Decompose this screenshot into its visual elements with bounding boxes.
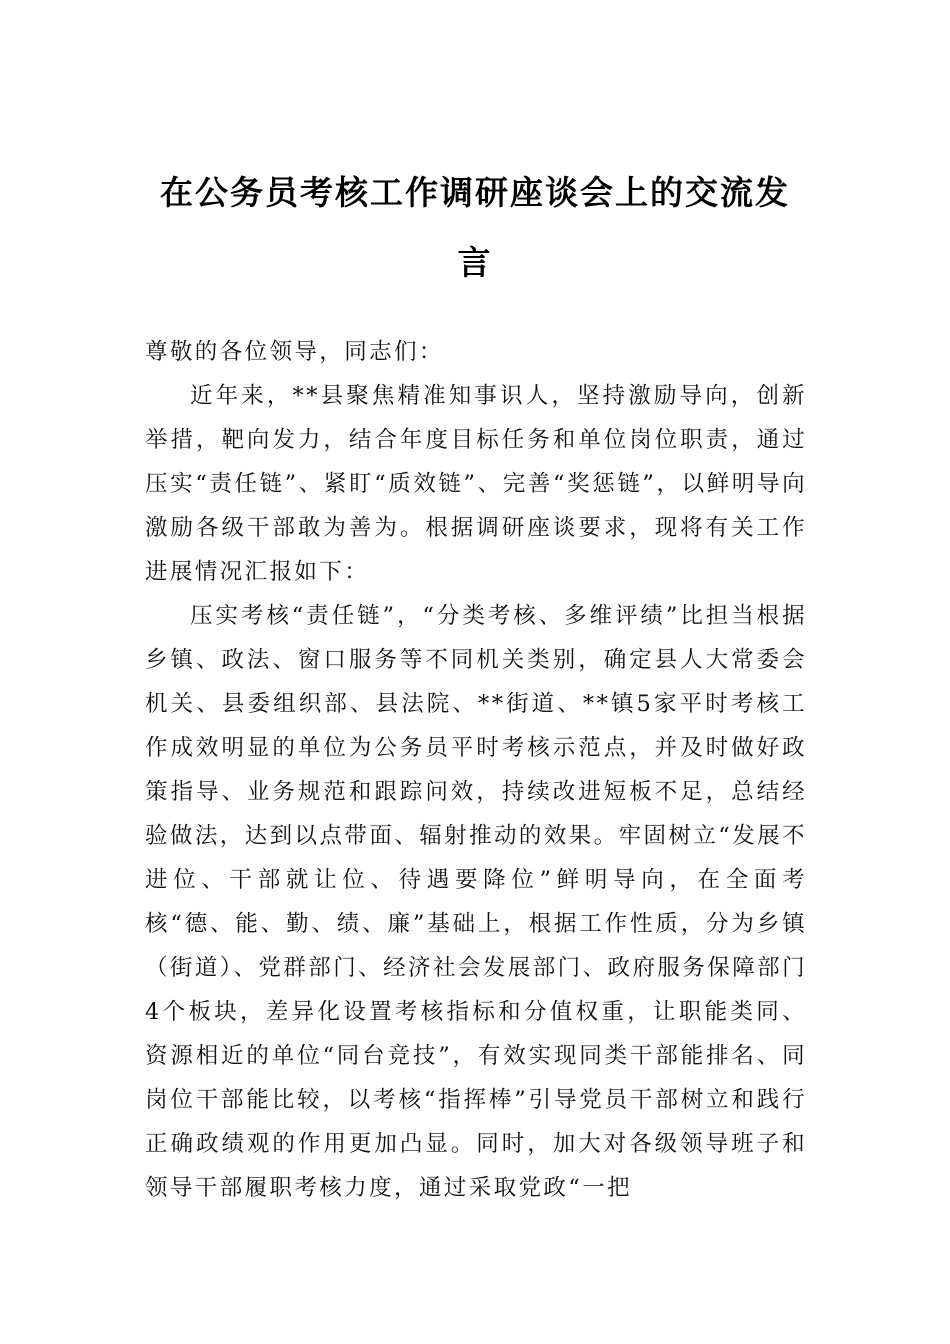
document-title: 在公务员考核工作调研座谈会上的交流发言 xyxy=(160,173,790,282)
salutation: 尊敬的各位领导，同志们： xyxy=(145,339,444,365)
document-body xyxy=(145,330,807,1210)
paragraph-responsibility-chain: 压实考核“责任链”，“分类考核、多维评绩”比担当根据乡镇、政法、窗口服务等不同机关类别，确定县人大常委会机关、县委组织部、县法院、**街道、**镇5家平时考核工作成效明显的单位为公务员平时考核示范点，并及时做好政策指导、业务规范和跟踪问效，持续改进短板不足，总结经验做法，达到以点带面、辐射推动的效果。牢固树立“发展不进位、干部就让位、待遇要降位”鲜明导向，在全面考核“德、能、勤、绩、廉”基础上，根据工作性质，分为乡镇（街道）、党群部门、经济社会发展部门、政府服务保障部门4个板块，差异化设置考核指标和分值权重，让职能类同、资源相近的单位“同台竞技”，有效实现同类干部能排名、同岗位干部能比较，以考核“指挥棒”引导党员干部树立和践行正确政绩观的作用更加凸显。同时，加大对各级领导班子和领导干部履职考核力度，通过采取党政“一把 xyxy=(145,603,807,1201)
paragraph-intro: 近年来，**县聚焦精准知事识人，坚持激励导向，创新举措，靶向发力，结合年度目标任务和单位岗位职责，通过压实“责任链”、紧盯“质效链”、完善“奖惩链”，以鲜明导向激励各级干部敢为善为。根据调研座谈要求，现将有关工作进展情况汇报如下： xyxy=(145,383,807,585)
